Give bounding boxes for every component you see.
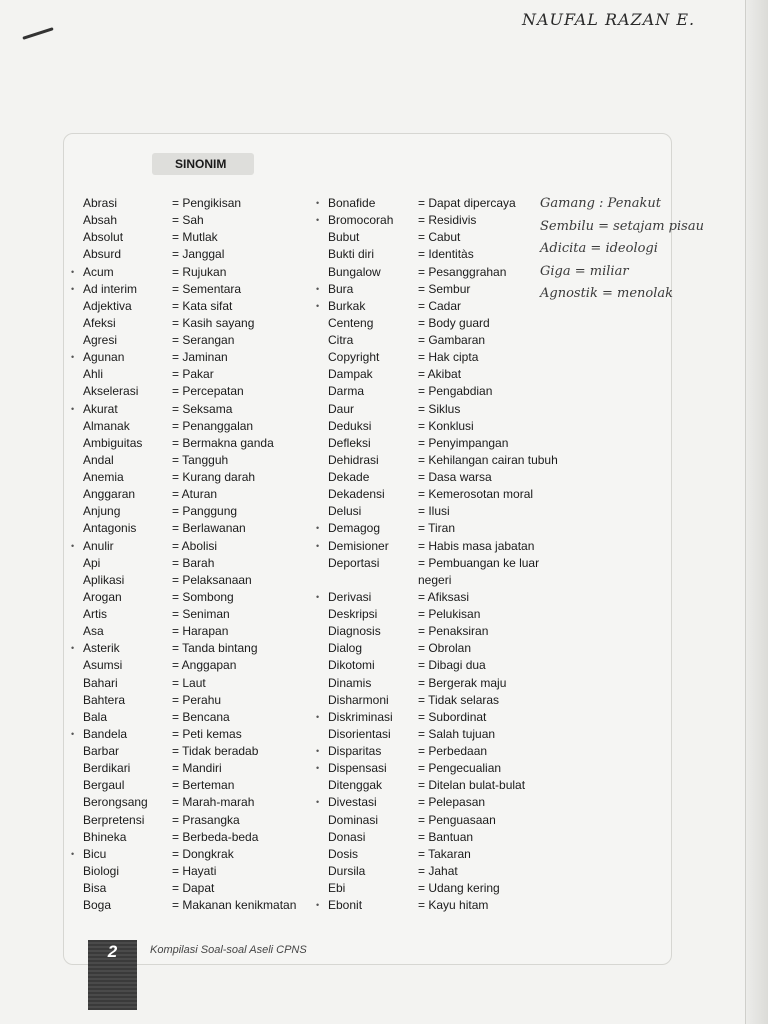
synonym-row bbox=[83, 657, 313, 674]
bullet-mark: • bbox=[71, 352, 75, 363]
synonym-definition: = Pengabdian bbox=[418, 384, 493, 399]
synonym-row bbox=[83, 435, 313, 452]
synonym-word: Demisioner bbox=[328, 538, 389, 553]
bullet-mark: • bbox=[316, 900, 320, 911]
synonym-row bbox=[328, 401, 558, 418]
synonym-word: Dominasi bbox=[328, 812, 379, 827]
synonym-word: Ahli bbox=[83, 367, 104, 382]
synonym-row bbox=[83, 829, 313, 846]
synonym-definition: = Tanda bintang bbox=[172, 641, 258, 656]
synonym-definition: = Dapat dipercaya bbox=[418, 196, 516, 210]
synonym-definition: = Salah tujuan bbox=[418, 726, 496, 741]
synonym-definition: = Hak cipta bbox=[418, 350, 479, 365]
synonym-row bbox=[328, 246, 558, 263]
synonym-word: Arogan bbox=[83, 589, 122, 604]
synonym-definition: = Bantuan bbox=[418, 829, 474, 844]
synonym-word: Ebi bbox=[328, 881, 346, 895]
synonym-row bbox=[83, 589, 313, 606]
synonym-row bbox=[316, 589, 558, 606]
synonym-word: Akurat bbox=[83, 401, 118, 416]
synonym-definition: = Kata sifat bbox=[172, 298, 233, 313]
synonym-word: Disorientasi bbox=[328, 726, 391, 741]
bullet-mark: • bbox=[316, 540, 320, 551]
pen-mark bbox=[22, 27, 53, 40]
synonym-definition: = Konklusi bbox=[418, 418, 474, 433]
synonym-word: Absah bbox=[83, 213, 118, 228]
synonym-definition: = Dapat bbox=[172, 881, 215, 895]
synonym-word: Bhineka bbox=[83, 829, 127, 844]
synonym-column-2 bbox=[316, 195, 558, 914]
synonym-row bbox=[316, 212, 558, 229]
synonym-word: Bungalow bbox=[328, 264, 381, 279]
synonym-word: Dampak bbox=[328, 367, 373, 382]
synonym-word: Dinamis bbox=[328, 675, 372, 690]
synonym-row bbox=[71, 846, 313, 863]
synonym-definition: = Penanggalan bbox=[172, 418, 254, 433]
synonym-word: Daur bbox=[328, 401, 355, 416]
synonym-word: Deportasi bbox=[328, 555, 380, 570]
synonym-row bbox=[328, 503, 558, 520]
synonym-row bbox=[83, 246, 313, 263]
bullet-mark: • bbox=[316, 591, 320, 602]
synonym-definition: = Ditelan bulat-bulat bbox=[418, 778, 526, 793]
bullet-mark: • bbox=[316, 198, 320, 208]
synonym-row bbox=[83, 418, 313, 435]
synonym-word: Berpretensi bbox=[83, 812, 145, 827]
synonym-row bbox=[83, 555, 313, 572]
synonym-word: Burkak bbox=[328, 298, 366, 313]
synonym-word: Biologi bbox=[83, 863, 120, 878]
synonym-definition: = Dasa warsa bbox=[418, 470, 492, 484]
synonym-word: Centeng bbox=[328, 315, 374, 330]
synonym-definition: = Seksama bbox=[172, 401, 233, 416]
bullet-mark: • bbox=[71, 403, 75, 414]
synonym-word: Bandela bbox=[83, 726, 128, 741]
synonym-definition: = Takaran bbox=[418, 846, 471, 861]
synonym-row bbox=[328, 675, 558, 692]
synonym-word: Demagog bbox=[328, 521, 381, 536]
synonym-word: Antagonis bbox=[83, 521, 137, 536]
synonym-word: Anggaran bbox=[83, 487, 136, 502]
synonym-definition: = Penyimpangan bbox=[418, 435, 509, 450]
synonym-word: Bisa bbox=[83, 881, 107, 895]
synonym-row bbox=[83, 777, 313, 794]
synonym-definition: = Aturan bbox=[172, 487, 218, 502]
synonym-row bbox=[71, 401, 313, 418]
synonym-definition: = Dongkrak bbox=[172, 846, 234, 861]
synonym-row bbox=[328, 846, 558, 863]
synonym-definition: = Bencana bbox=[172, 709, 230, 724]
synonym-word: Agresi bbox=[83, 333, 118, 347]
bullet-mark: • bbox=[316, 763, 320, 774]
synonym-row bbox=[83, 212, 313, 229]
synonym-definition: = Pesanggrahan bbox=[418, 264, 507, 279]
synonym-definition: = Sembur bbox=[418, 281, 471, 296]
synonym-definition: = Kasih sayang bbox=[172, 315, 255, 330]
synonym-row bbox=[83, 623, 313, 640]
synonym-definition: = Sementara bbox=[172, 281, 242, 296]
bullet-mark: • bbox=[316, 797, 320, 808]
synonym-definition: = Udang kering bbox=[418, 881, 500, 895]
synonym-word: Absurd bbox=[83, 247, 122, 262]
bullet-mark: • bbox=[71, 283, 75, 294]
bullet-mark: • bbox=[71, 728, 75, 739]
synonym-row bbox=[83, 572, 313, 589]
page-number: 2 bbox=[107, 942, 118, 961]
synonym-row bbox=[328, 332, 558, 349]
synonym-row bbox=[83, 760, 313, 777]
synonym-word: Ditenggak bbox=[328, 778, 383, 793]
synonym-definition: = Pengecualian bbox=[418, 761, 502, 776]
synonym-word: Citra bbox=[328, 333, 354, 347]
synonym-column-1 bbox=[71, 195, 313, 914]
synonym-word: Dosis bbox=[328, 846, 359, 861]
synonym-word: Deduksi bbox=[328, 418, 372, 433]
synonym-row bbox=[83, 675, 313, 692]
synonym-row bbox=[316, 195, 558, 212]
synonym-row bbox=[71, 726, 313, 743]
synonym-definition: = Bergerak maju bbox=[418, 675, 507, 690]
synonym-definition: = Pengikisan bbox=[172, 196, 242, 210]
synonym-definition: = Sah bbox=[172, 213, 204, 228]
synonym-definition: = Obrolan bbox=[418, 641, 472, 656]
synonym-word: Bergaul bbox=[83, 778, 125, 793]
synonym-row bbox=[83, 812, 313, 829]
synonym-word: Artis bbox=[83, 607, 107, 621]
synonym-definition: = Pelukisan bbox=[418, 607, 481, 621]
synonym-definition: = Cabut bbox=[418, 230, 461, 245]
synonym-definition: = Berteman bbox=[172, 778, 235, 793]
synonym-row bbox=[328, 349, 558, 366]
synonym-word: Dialog bbox=[328, 641, 363, 656]
synonym-word: Copyright bbox=[328, 350, 380, 365]
synonym-word: Agunan bbox=[83, 350, 125, 365]
synonym-definition: = Perbedaan bbox=[418, 744, 488, 758]
synonym-word: Boga bbox=[83, 898, 112, 913]
synonym-row bbox=[316, 709, 558, 726]
synonym-word: Disparitas bbox=[328, 744, 382, 758]
synonym-word: Dikotomi bbox=[328, 658, 375, 673]
synonym-word: Barbar bbox=[83, 744, 120, 758]
synonym-row bbox=[83, 315, 313, 332]
synonym-row bbox=[83, 606, 313, 623]
synonym-definition: = Perahu bbox=[172, 692, 222, 707]
synonym-definition: = Abolisi bbox=[172, 538, 218, 553]
synonym-word: Berongsang bbox=[83, 795, 148, 810]
synonym-word: Almanak bbox=[83, 418, 130, 433]
synonym-definition: = Janggal bbox=[172, 247, 225, 262]
synonym-definition: = Mandiri bbox=[172, 761, 222, 776]
synonym-definition: = Rujukan bbox=[172, 264, 227, 279]
synonym-row bbox=[328, 657, 558, 674]
synonym-word: Dekade bbox=[328, 470, 370, 484]
synonym-word: Bromocorah bbox=[328, 213, 394, 228]
synonym-word: Ambiguitas bbox=[83, 435, 143, 450]
synonym-word: Bala bbox=[83, 709, 108, 724]
synonym-row bbox=[83, 520, 313, 537]
synonym-row bbox=[316, 298, 558, 315]
synonym-row bbox=[316, 281, 558, 298]
synonym-word: Derivasi bbox=[328, 589, 372, 604]
synonym-definition: = Akibat bbox=[418, 367, 462, 382]
synonym-definition: = Serangan bbox=[172, 333, 235, 347]
synonym-definition: = Sombong bbox=[172, 589, 234, 604]
synonym-row bbox=[328, 777, 558, 794]
handwritten-note: Sembilu = setajam pisau bbox=[540, 218, 704, 234]
synonym-word: Api bbox=[83, 555, 101, 570]
synonym-word: Asumsi bbox=[83, 658, 123, 673]
handwritten-note: Agnostik = menolak bbox=[540, 286, 674, 301]
synonym-definition: = Panggung bbox=[172, 504, 238, 519]
synonym-row bbox=[71, 264, 313, 281]
handwritten-note: Gamang : Penakut bbox=[540, 196, 662, 211]
synonym-row bbox=[71, 281, 313, 298]
synonym-word: Bubut bbox=[328, 230, 360, 245]
synonym-word: Bura bbox=[328, 281, 354, 296]
synonym-definition: = Tidak beradab bbox=[172, 744, 259, 758]
synonym-definition: = Jahat bbox=[418, 863, 458, 878]
synonym-row bbox=[83, 897, 313, 914]
synonym-row bbox=[83, 880, 313, 897]
synonym-word: Divestasi bbox=[328, 795, 377, 810]
synonym-row bbox=[328, 264, 558, 281]
bullet-mark: • bbox=[71, 266, 75, 277]
bullet-mark: • bbox=[316, 283, 320, 294]
synonym-word: Aplikasi bbox=[83, 572, 125, 587]
synonym-word: Dekadensi bbox=[328, 487, 385, 502]
synonym-definition: = Bermakna ganda bbox=[172, 435, 274, 450]
synonym-definition: = Laut bbox=[172, 675, 206, 690]
synonym-row bbox=[83, 229, 313, 246]
synonym-definition: = Tangguh bbox=[172, 452, 229, 467]
synonym-word: Bicu bbox=[83, 846, 107, 861]
synonym-definition: = Barah bbox=[172, 555, 215, 570]
synonym-row bbox=[316, 760, 558, 777]
synonym-word: Acum bbox=[83, 264, 114, 279]
synonym-definition: = Kayu hitam bbox=[418, 898, 489, 913]
synonym-row bbox=[83, 469, 313, 486]
synonym-word: Donasi bbox=[328, 829, 366, 844]
synonym-row bbox=[328, 555, 558, 572]
synonym-word: Dehidrasi bbox=[328, 452, 379, 467]
synonym-definition: = Ilusi bbox=[418, 504, 450, 519]
synonym-row bbox=[328, 726, 558, 743]
synonym-definition: = Kemerosotan moral bbox=[418, 487, 534, 502]
synonym-row bbox=[328, 829, 558, 846]
synonym-row bbox=[328, 315, 558, 332]
synonym-word: Bonafide bbox=[328, 196, 376, 210]
synonym-word: Asterik bbox=[83, 641, 120, 656]
synonym-row bbox=[328, 640, 558, 657]
synonym-row bbox=[328, 606, 558, 623]
synonym-word: Bahtera bbox=[83, 692, 126, 707]
synonym-row bbox=[328, 366, 558, 383]
synonym-word: Abrasi bbox=[83, 196, 118, 210]
synonym-word: Andal bbox=[83, 452, 114, 467]
synonym-word: Anjung bbox=[83, 504, 121, 519]
synonym-row bbox=[328, 383, 558, 400]
synonym-word: Disharmoni bbox=[328, 692, 389, 707]
synonym-row bbox=[83, 195, 313, 212]
synonym-row bbox=[83, 503, 313, 520]
synonym-row bbox=[83, 366, 313, 383]
synonym-definition: = Hayati bbox=[172, 863, 217, 878]
synonym-row bbox=[328, 486, 558, 503]
synonym-definition: = Pelepasan bbox=[418, 795, 486, 810]
synonym-row bbox=[328, 572, 558, 589]
bullet-mark: • bbox=[316, 711, 320, 722]
synonym-definition: = Siklus bbox=[418, 401, 461, 416]
synonym-definition: = Seniman bbox=[172, 607, 230, 621]
synonym-word: Bukti diri bbox=[328, 247, 375, 262]
synonym-definition: = Residivis bbox=[418, 213, 477, 228]
synonym-row bbox=[328, 863, 558, 880]
synonym-definition: = Dibagi dua bbox=[418, 658, 486, 673]
synonym-row bbox=[328, 229, 558, 246]
synonym-definition: = Berbeda-beda bbox=[172, 829, 259, 844]
synonym-word: Darma bbox=[328, 384, 365, 399]
synonym-word: Asa bbox=[83, 624, 104, 639]
synonym-row bbox=[328, 452, 558, 469]
synonym-definition: = Anggapan bbox=[172, 658, 237, 673]
bullet-mark: • bbox=[316, 523, 320, 534]
synonym-definition: = Harapan bbox=[172, 624, 229, 639]
synonym-row bbox=[316, 538, 558, 555]
synonym-definition: = Jaminan bbox=[172, 350, 228, 365]
synonym-row bbox=[328, 469, 558, 486]
synonym-definition: = Berlawanan bbox=[172, 521, 246, 536]
synonym-definition: = Pembuangan ke luar bbox=[418, 555, 540, 570]
synonym-definition: = Habis masa jabatan bbox=[418, 538, 535, 553]
synonym-row bbox=[83, 452, 313, 469]
synonym-row bbox=[83, 743, 313, 760]
bullet-mark: • bbox=[316, 215, 320, 226]
synonym-row bbox=[83, 383, 313, 400]
bullet-mark: • bbox=[71, 643, 75, 654]
synonym-row bbox=[316, 743, 558, 760]
handwritten-note: Adicita = ideologi bbox=[540, 241, 658, 256]
bullet-mark: • bbox=[71, 848, 75, 859]
synonym-word: Afeksi bbox=[83, 315, 116, 330]
synonym-row bbox=[83, 692, 313, 709]
synonym-row bbox=[83, 863, 313, 880]
section-title: SINONIM bbox=[152, 153, 254, 175]
synonym-word: Anemia bbox=[83, 470, 124, 484]
synonym-definition: = Subordinat bbox=[418, 709, 487, 724]
bullet-mark: • bbox=[71, 540, 75, 551]
sheet-edge bbox=[745, 0, 768, 1024]
synonym-row bbox=[328, 435, 558, 452]
synonym-definition: = Afiksasi bbox=[418, 589, 470, 604]
synonym-definition: = Marah-marah bbox=[172, 795, 255, 810]
handwritten-note: Giga = miliar bbox=[540, 263, 629, 279]
synonym-word: Delusi bbox=[328, 504, 362, 519]
synonym-row bbox=[71, 349, 313, 366]
synonym-definition: = Kehilangan cairan tubuh bbox=[418, 452, 558, 467]
synonym-word: Adjektiva bbox=[83, 298, 132, 313]
synonym-definition: = Peti kemas bbox=[172, 726, 242, 741]
synonym-row bbox=[83, 298, 313, 315]
synonym-definition: = Penaksiran bbox=[418, 624, 489, 639]
synonym-row bbox=[83, 332, 313, 349]
synonym-row bbox=[328, 880, 558, 897]
synonym-row bbox=[328, 418, 558, 435]
synonym-word: Diagnosis bbox=[328, 624, 381, 639]
synonym-word: Deskripsi bbox=[328, 607, 378, 621]
synonym-word: Defleksi bbox=[328, 435, 371, 450]
synonym-word: Ad interim bbox=[83, 281, 138, 296]
synonym-row bbox=[83, 709, 313, 726]
handwritten-name: NAUFAL RAZAN E. bbox=[522, 10, 696, 29]
synonym-definition: = Tidak selaras bbox=[418, 692, 500, 707]
synonym-word: Absolut bbox=[83, 230, 124, 245]
synonym-definition: = Makanan kenikmatan bbox=[172, 898, 297, 913]
synonym-word: Berdikari bbox=[83, 761, 131, 776]
synonym-row bbox=[71, 640, 313, 657]
bullet-mark: • bbox=[316, 300, 320, 311]
synonym-word: Dursila bbox=[328, 863, 366, 878]
synonym-row bbox=[328, 623, 558, 640]
synonym-row bbox=[328, 812, 558, 829]
synonym-definition: = Pelaksanaan bbox=[172, 572, 252, 587]
synonym-definition: = Pakar bbox=[172, 367, 214, 382]
synonym-definition: = Body guard bbox=[418, 315, 490, 330]
synonym-definition: = Tiran bbox=[418, 521, 456, 536]
synonym-word: Bahari bbox=[83, 675, 118, 690]
synonym-row bbox=[83, 794, 313, 811]
synonym-definition: = Kurang darah bbox=[172, 470, 256, 484]
synonym-definition: = Penguasaan bbox=[418, 812, 496, 827]
synonym-word: Ebonit bbox=[328, 898, 363, 913]
synonym-row bbox=[316, 794, 558, 811]
synonym-row bbox=[71, 538, 313, 555]
synonym-definition: = Cadar bbox=[418, 298, 462, 313]
synonym-word: Diskriminasi bbox=[328, 709, 393, 724]
synonym-definition: = Percepatan bbox=[172, 384, 244, 399]
synonym-row bbox=[316, 520, 558, 537]
book-title: Kompilasi Soal-soal Aseli CPNS bbox=[150, 944, 307, 956]
synonym-word: Dispensasi bbox=[328, 761, 387, 776]
handwritten-notes bbox=[540, 193, 704, 306]
synonym-row bbox=[328, 692, 558, 709]
synonym-row bbox=[83, 486, 313, 503]
synonym-definition: = Mutlak bbox=[172, 230, 218, 245]
synonym-definition: = Prasangka bbox=[172, 812, 240, 827]
bullet-mark: • bbox=[316, 746, 320, 756]
synonym-row bbox=[316, 897, 558, 914]
synonym-word: Akselerasi bbox=[83, 384, 139, 399]
synonym-definition: negeri bbox=[418, 572, 452, 587]
synonym-definition: = Identitàs bbox=[418, 247, 474, 262]
synonym-definition: = Gambaran bbox=[418, 333, 486, 347]
synonym-word: Anulir bbox=[83, 538, 114, 553]
